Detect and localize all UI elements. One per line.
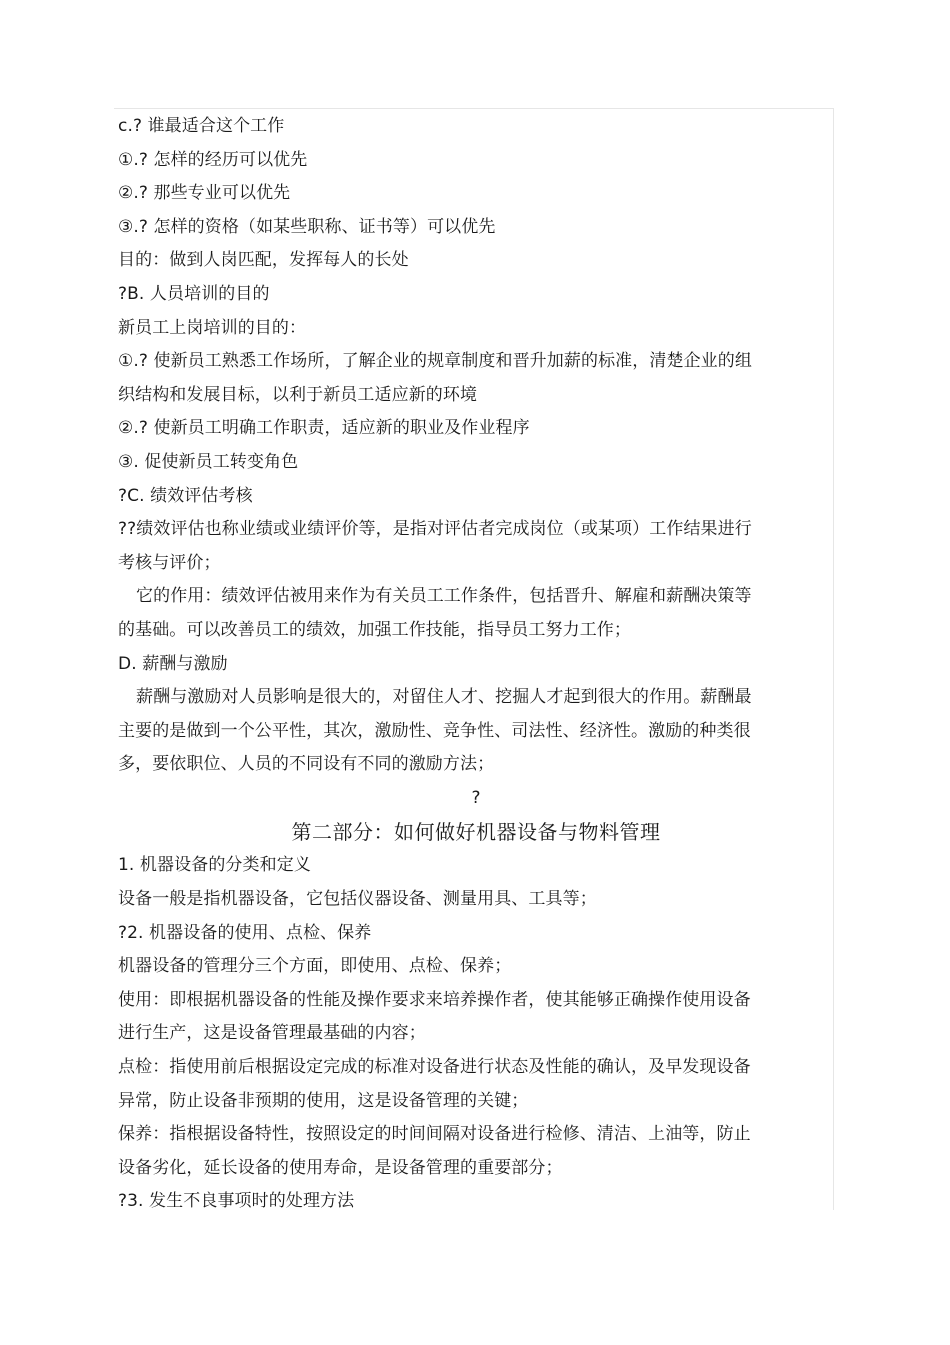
text-line: ②.? 使新员工明确工作职责，适应新的职业及作业程序 xyxy=(118,418,530,439)
section-title: 第二部分：如何做好机器设备与物料管理 xyxy=(291,820,661,845)
subheading: ?C. 绩效评估考核 xyxy=(118,485,253,506)
subheading: ?2. 机器设备的使用、点检、保养 xyxy=(118,922,372,943)
document-body xyxy=(118,110,784,1219)
text-line: ①.? 使新员工熟悉工作场所，了解企业的规章制度和晋升加薪的标准，清楚企业的组 xyxy=(118,351,752,372)
text-line: ①.? 怎样的经历可以优先 xyxy=(118,149,308,170)
text-line: 织结构和发展目标，以利于新员工适应新的环境 xyxy=(118,384,478,405)
text-line: 多，要依职位、人员的不同设有不同的激励方法； xyxy=(118,754,495,775)
text-line: c.? 谁最适合这个工作 xyxy=(118,116,285,136)
text-line: 它的作用：绩效评估被用来作为有关员工工作条件，包括晋升、解雇和薪酬决策等 xyxy=(136,586,752,607)
text-line: ??绩效评估也称业绩或业绩评价等，是指对评估者完成岗位（或某项）工作结果进行 xyxy=(118,519,752,540)
text-line: 保养：指根据设备特性，按照设定的时间间隔对设备进行检修、清洁、上油等，防止 xyxy=(118,1124,751,1145)
subheading: D. 薪酬与激励 xyxy=(118,653,228,674)
text-line: 设备劣化，延长设备的使用寿命，是设备管理的重要部分； xyxy=(118,1157,563,1178)
text-line: 进行生产，这是设备管理最基础的内容； xyxy=(118,1023,426,1044)
text-line: 新员工上岗培训的目的： xyxy=(118,317,307,338)
text-line: 主要的是做到一个公平性，其次，激励性、竞争性、司法性、经济性。激励的种类很 xyxy=(118,720,751,741)
text-line: ③.? 怎样的资格（如某些职称、证书等）可以优先 xyxy=(118,216,496,237)
text-line: 设备一般是指机器设备，它包括仪器设备、测量用具、工具等； xyxy=(118,889,597,910)
subheading: ?B. 人员培训的目的 xyxy=(118,283,270,304)
text-line: 目的：做到人岗匹配，发挥每人的长处 xyxy=(118,250,409,271)
separator-mark: ? xyxy=(471,787,481,808)
text-line: 异常，防止设备非预期的使用，这是设备管理的关键； xyxy=(118,1090,529,1111)
text-line: 使用：即根据机器设备的性能及操作要求来培养操作者，使其能够正确操作使用设备 xyxy=(118,989,751,1010)
text-line: ②.? 那些专业可以优先 xyxy=(118,183,291,204)
subheading: ?3. 发生不良事项时的处理方法 xyxy=(118,1191,355,1212)
text-line: 机器设备的管理分三个方面，即使用、点检、保养； xyxy=(118,956,512,977)
subheading: 1. 机器设备的分类和定义 xyxy=(118,855,311,876)
text-line: 点检：指使用前后根据设定完成的标准对设备进行状态及性能的确认，及早发现设备 xyxy=(118,1057,751,1078)
text-line: 考核与评价； xyxy=(118,552,221,573)
text-line: 的基础。可以改善员工的绩效，加强工作技能，指导员工努力工作； xyxy=(118,619,631,640)
text-line: ③. 促使新员工转变角色 xyxy=(118,451,299,472)
text-line: 薪酬与激励对人员影响是很大的，对留住人才、挖掘人才起到很大的作用。薪酬最 xyxy=(136,687,752,708)
